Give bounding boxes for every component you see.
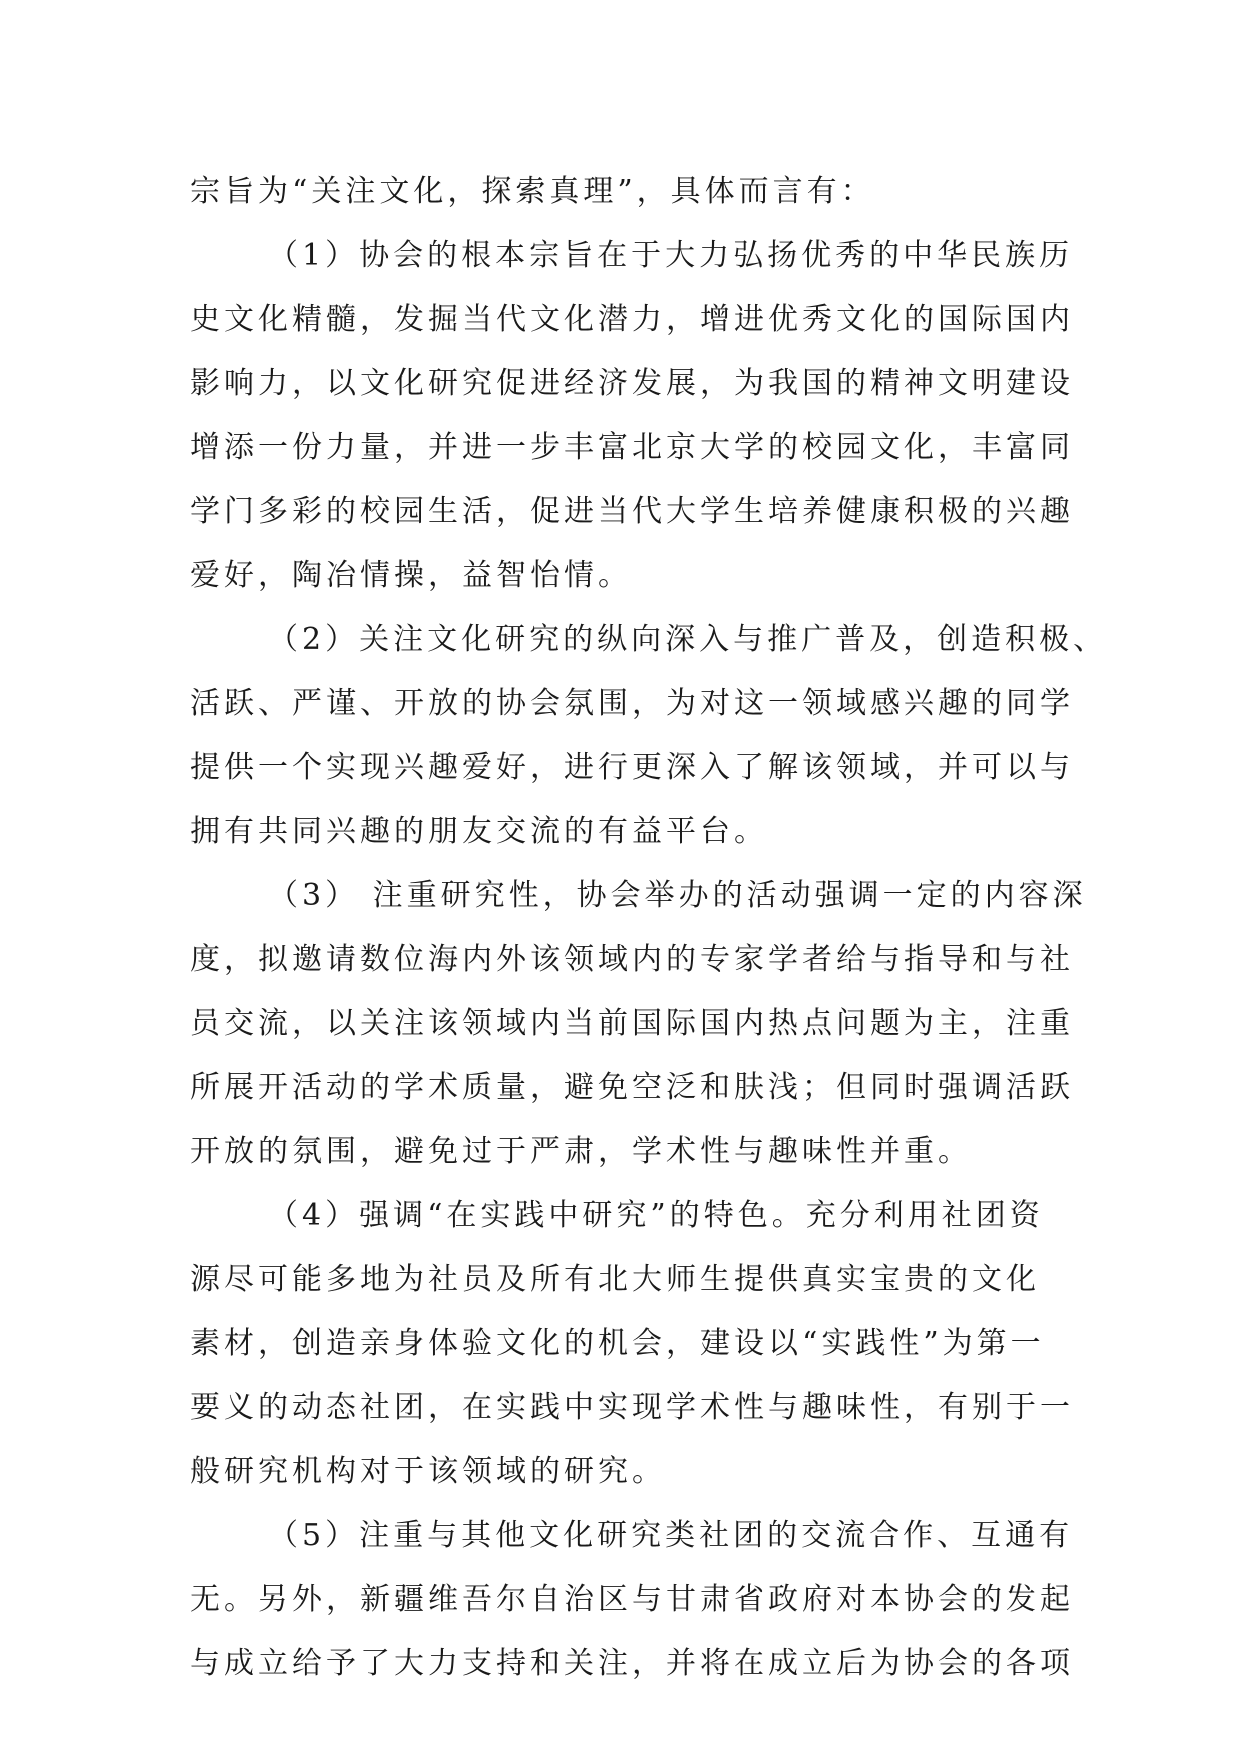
text-line: 般研究机构对于该领域的研究。 [190, 1454, 666, 1489]
text-line: 员交流，以关注该领域内当前国际国内热点问题为主，注重 [190, 1006, 1074, 1041]
text-line: 影响力，以文化研究促进经济发展，为我国的精神文明建设 [190, 366, 1074, 401]
text-line: 提供一个实现兴趣爱好，进行更深入了解该领域，并可以与 [190, 750, 1074, 785]
paragraph-1-start: （1）协会的根本宗旨在于大力弘扬优秀的中华民族历 [268, 238, 1074, 273]
text-line: 源尽可能多地为社员及所有北大师生提供真实宝贵的文化 [190, 1262, 1040, 1297]
text-line: 无。另外，新疆维吾尔自治区与甘肃省政府对本协会的发起 [190, 1582, 1074, 1617]
text-line: 增添一份力量，并进一步丰富北京大学的校园文化，丰富同 [190, 430, 1074, 465]
text-line: 拥有共同兴趣的朋友交流的有益平台。 [190, 814, 768, 849]
paragraph-4-start: （4）强调“在实践中研究”的特色。充分利用社团资 [268, 1198, 1044, 1233]
paragraph-3-start: （3） 注重研究性，协会举办的活动强调一定的内容深 [268, 878, 1087, 913]
text-line: 所展开活动的学术质量，避免空泛和肤浅；但同时强调活跃 [190, 1070, 1074, 1105]
text-line: 爱好，陶冶情操，益智怡情。 [190, 558, 632, 593]
text-line: 宗旨为“关注文化，探索真理”，具体而言有： [190, 174, 875, 209]
text-line: 素材，创造亲身体验文化的机会，建设以“实践性”为第一 [190, 1326, 1045, 1361]
text-line: 史文化精髓，发掘当代文化潜力，增进优秀文化的国际国内 [190, 302, 1074, 337]
text-line: 学门多彩的校园生活，促进当代大学生培养健康积极的兴趣 [190, 494, 1074, 529]
text-line: 与成立给予了大力支持和关注，并将在成立后为协会的各项 [190, 1646, 1074, 1681]
text-line: 要义的动态社团，在实践中实现学术性与趣味性，有别于一 [190, 1390, 1074, 1425]
paragraph-2-start: （2）关注文化研究的纵向深入与推广普及，创造积极、 [268, 622, 1108, 657]
text-line: 度，拟邀请数位海内外该领域内的专家学者给与指导和与社 [190, 942, 1074, 977]
text-line: 开放的氛围，避免过于严肃，学术性与趣味性并重。 [190, 1134, 972, 1169]
body-text [190, 160, 1108, 1696]
text-line: 活跃、严谨、开放的协会氛围，为对这一领域感兴趣的同学 [190, 686, 1074, 721]
paragraph-5-start: （5）注重与其他文化研究类社团的交流合作、互通有 [268, 1518, 1074, 1553]
